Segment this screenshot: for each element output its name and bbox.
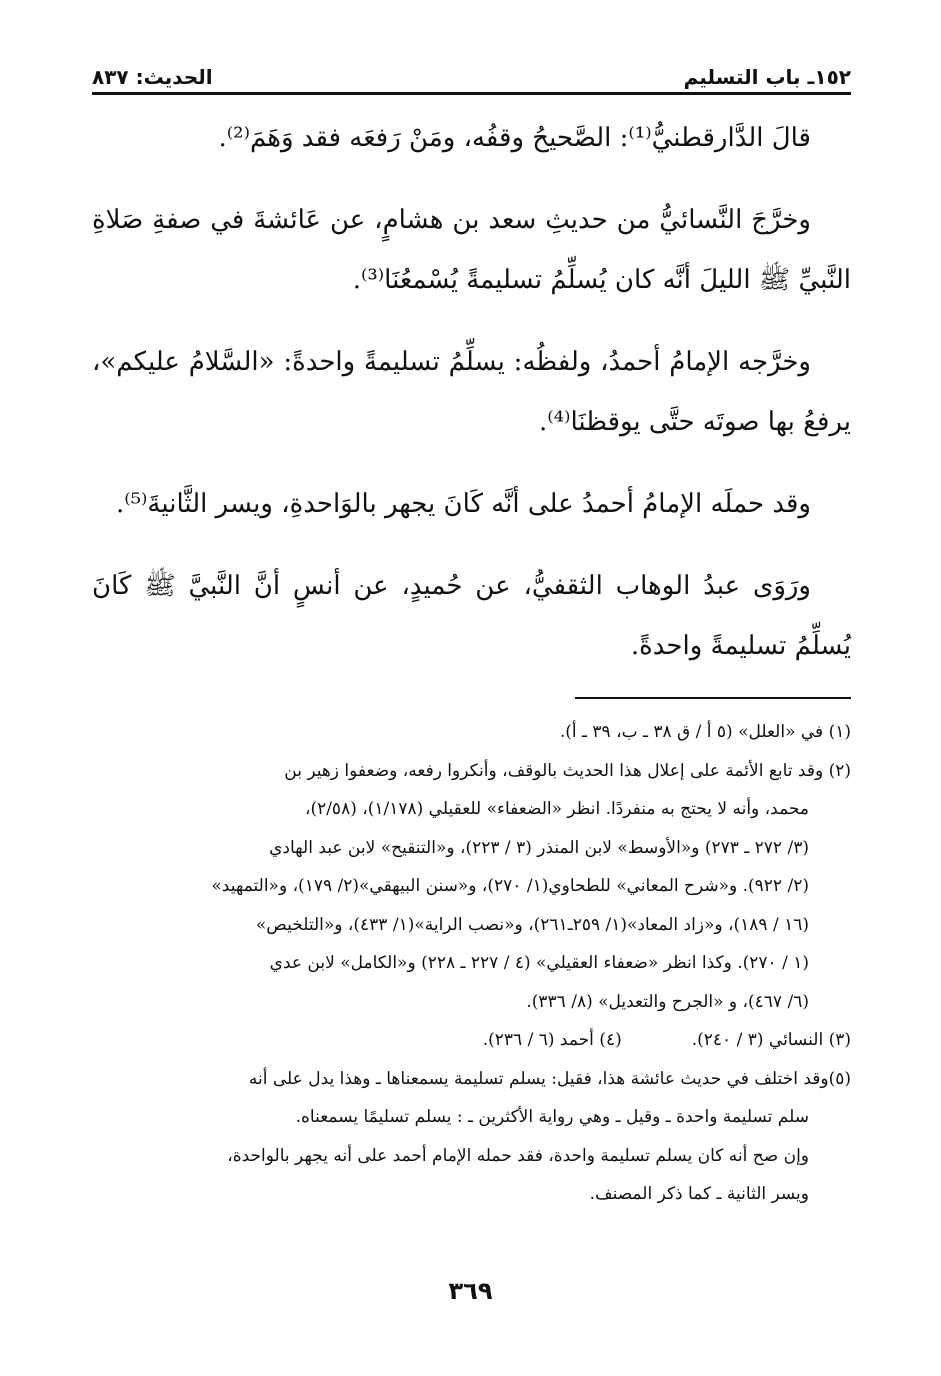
- footnote-5-line-2: سلم تسليمة واحدة ـ وقيل ـ وهي رواية الأكثرين ـ : يسلم تسليمًا يسمعناه.: [295, 1107, 809, 1127]
- footnotes: [92, 713, 851, 1214]
- chapter-title: ١٥٢ـ باب التسليم: [683, 65, 851, 89]
- footnotes-3-4: [92, 1021, 851, 1060]
- page-number: ٣٦٩: [448, 1277, 493, 1305]
- paragraph-2: وخرَّجَ النَّسائيُّ من حديثِ سعد بن هشامٍ، عن عَائشةَ في صفةِ صَلاةِ النَّبيِّ ﷺ الليلَ أنَّه كان يُسلِّمُ تسليمةً يُسْمعُنَا⁽³⁾.: [92, 205, 851, 295]
- footnote-5-line-3: وإن صح أنه كان يسلم تسليمة واحدة، فقد حمله الإمام أحمد على أنه يجهر بالواحدة،: [227, 1145, 809, 1166]
- paragraph-1: قالَ الدَّارقطنيُّ⁽¹⁾: الصَّحيحُ وقفُه، ومَنْ رَفعَه فقد وَهَمَ⁽²⁾.: [218, 123, 811, 153]
- footnote-2-line-6: (١ / ٢٧٠). وكذا انظر «ضعفاء العقيلي» (٤ / ٢٢٧ ـ ٢٢٨) و«الكامل» لابن عدي: [269, 953, 809, 973]
- footnote-2-line-4: (٢/ ٩٢٢). و«شرح المعاني» للطحاوي(١/ ٢٧٠)، و«سنن البيهقي»(٢/ ١٧٩)، و«التمهيد»: [211, 876, 809, 896]
- footnote-2-line-3: (٣/ ٢٧٢ ـ ٢٧٣) و«الأوسط» لابن المنذر (٣ / ٢٢٣)، و«التنقيح» لابن عبد الهادي: [269, 837, 809, 858]
- footnote-2-line-1: (٢) وقد تابع الأئمة على إعلال هذا الحديث بالوقف، وأنكروا رفعه، وضعفوا زهير بن: [284, 760, 851, 781]
- footnote-2-line-5: (١٦ / ١٨٩)، و«زاد المعاد»(١/ ٢٥٩ـ٢٦١)، و«نصب الراية»(١/ ٤٣٣)، و«التلخيص»: [255, 914, 809, 935]
- main-text: [92, 108, 851, 698]
- running-header: [92, 58, 851, 95]
- paragraph-4: وقد حملَه الإمامُ أحمدُ على أنَّه كَانَ يجهر بالوَاحدةِ، ويسر الثَّانيةَ⁽⁵⁾.: [115, 489, 811, 519]
- footnote-separator: [575, 697, 851, 699]
- footnote-1: (١) في «العلل» (٥ أ / ق ٣٨ ـ ب، ٣٩ ـ أ).: [559, 722, 851, 742]
- paragraph-3: وخرَّجه الإمامُ أحمدُ، ولفظُه: يسلِّمُ تسليمةً واحدةً: «السَّلامُ عليكم»، يرفعُ بها صوتَه حتَّى يوقظنَا⁽⁴⁾.: [92, 347, 851, 437]
- footnote-3: (٣) النسائي (٣ / ٢٤٠).: [691, 1030, 851, 1050]
- footnote-2-line-2: محمد، وأنه لا يحتج به منفردًا. انظر «الضعفاء» للعقيلي (١/١٧٨)، (٢/٥٨)،: [304, 799, 809, 819]
- footnote-4: (٤) أحمد (٦ / ٢٣٦).: [482, 1030, 622, 1050]
- paragraph-5: ورَوَى عبدُ الوهاب الثقفيُّ، عن حُميدٍ، عن أنسٍ أنَّ النَّبيَّ ﷺ كَانَ يُسلِّمُ تسليمةً واحدةً.: [92, 571, 851, 661]
- hadith-number: الحديث: ٨٣٧: [92, 65, 213, 89]
- footnote-2-line-7: (٦/ ٤٦٧)، و «الجرح والتعديل» (٨/ ٣٣٦).: [526, 991, 809, 1012]
- footnote-5-line-4: ويسر الثانية ـ كما ذكر المصنف.: [589, 1184, 809, 1204]
- footnote-5-line-1: (٥)وقد اختلف في حديث عائشة هذا، فقيل: يسلم تسليمة يسمعناها ـ وهذا يدل على أنه: [248, 1068, 851, 1089]
